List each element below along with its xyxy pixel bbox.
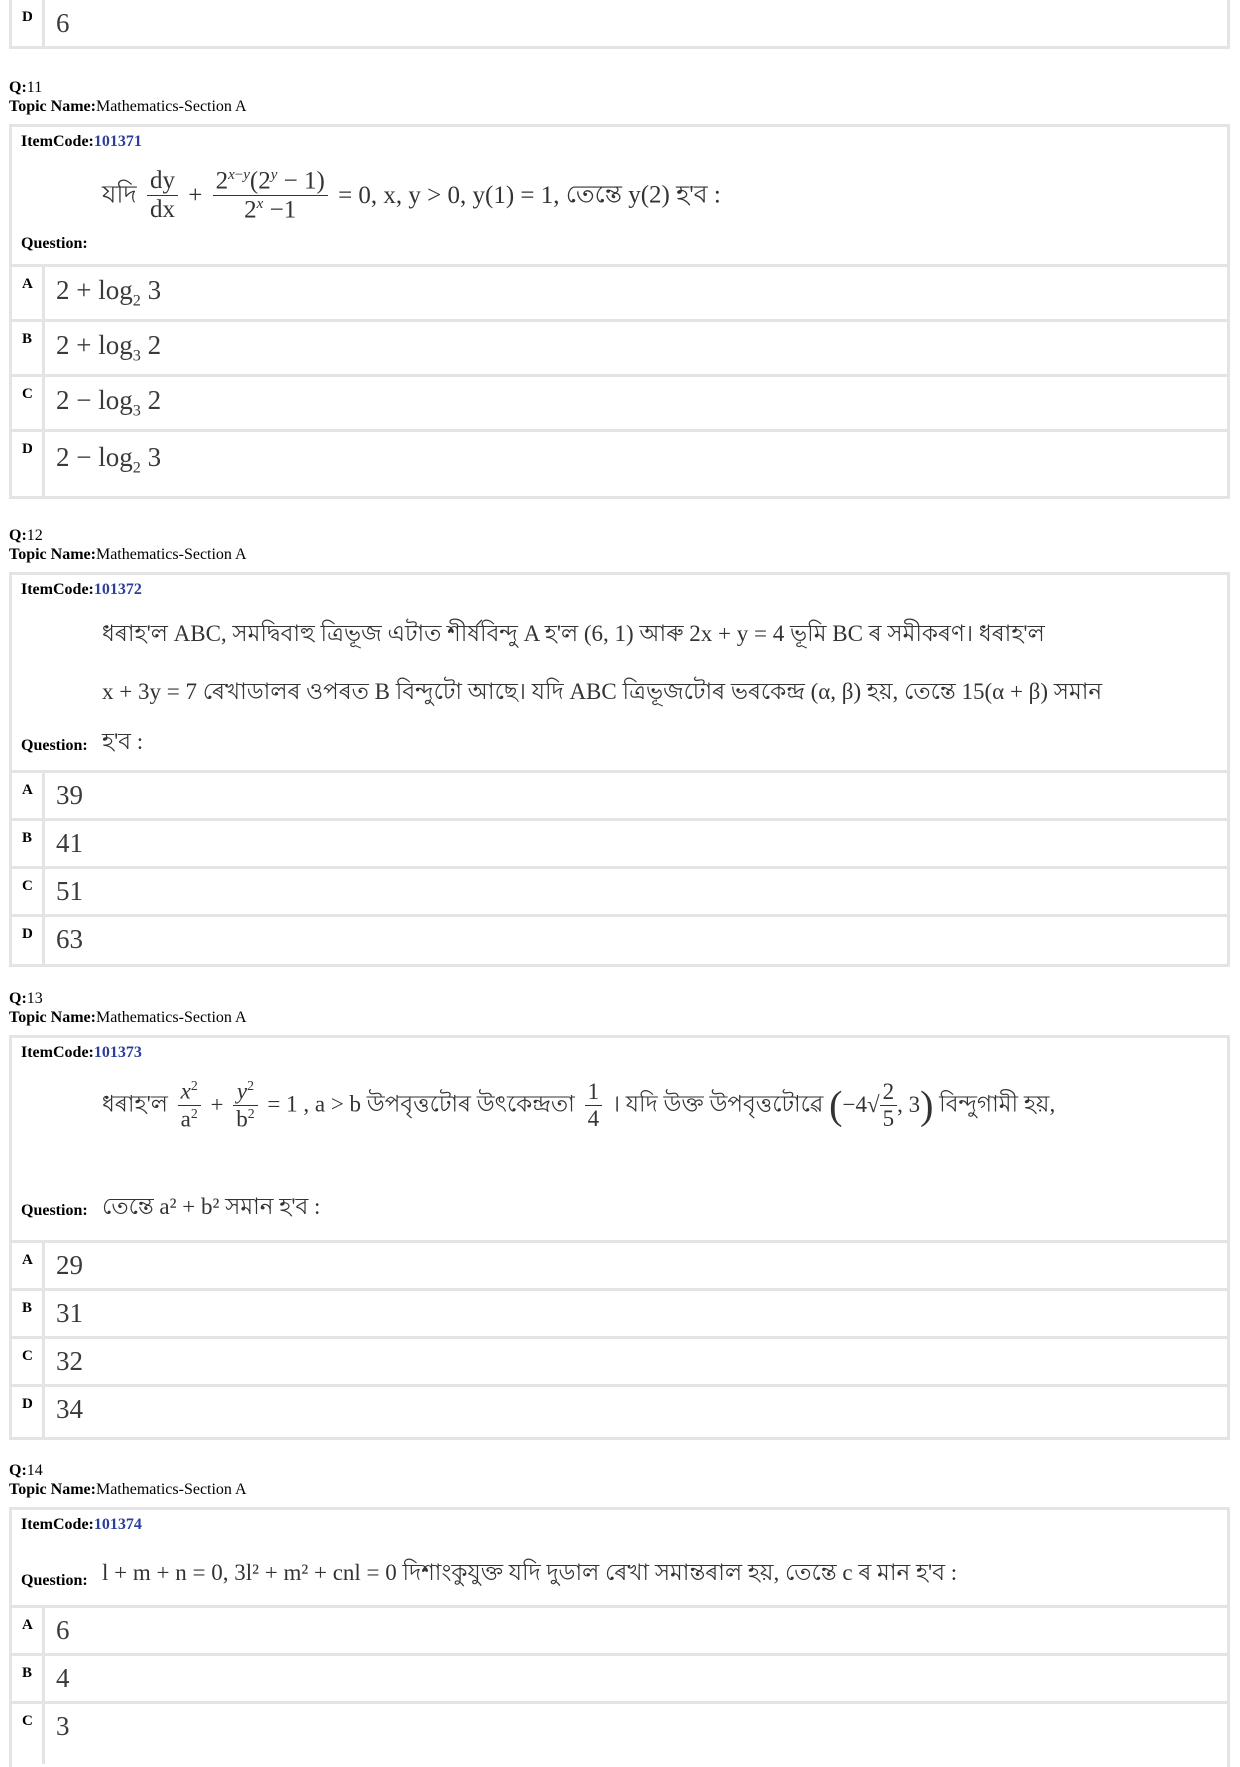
question-number: 13 xyxy=(26,990,43,1007)
question-text-line2: তেন্তে a² + b² সমান হ'ব : xyxy=(102,1194,321,1219)
option-row: C $2 - \log_3 2$ xyxy=(12,374,1227,432)
question-text-line2: x + 3y = 7 ৰেখাডালৰ ওপৰত B বিন্দুটো আছে। যদি ABC ত্ৰিভূজটোৰ ভৰকেন্দ্ৰ (α, β) হয়, তেন্তে 15(α + β) সমান xyxy=(102,679,1103,704)
question-label: Question: xyxy=(21,1202,88,1219)
option-row: A $2 + \log_2 3$ xyxy=(12,264,1227,322)
question-card-11 xyxy=(9,124,1230,499)
question-label: Question: xyxy=(21,235,88,252)
question-text: যদি $\frac{dy}{dx}$ + $\frac{2^{x-y}(2^y - 1)}{2^x -1}$ = 0, x, y > 0, y(1) = 1, তেন্তে y(2) হ'ব : xyxy=(102,167,721,224)
option-row: D 34 xyxy=(12,1384,1227,1440)
question-header: Q:11 Topic Name:Mathematics-Section A xyxy=(9,79,247,115)
question-number: 14 xyxy=(26,1462,43,1479)
question-number: 11 xyxy=(26,79,43,96)
question-header: Q:13 Topic Name:Mathematics-Section A xyxy=(9,990,247,1026)
item-code: ItemCode:101373 xyxy=(21,1044,142,1061)
option-row: C 3 xyxy=(12,1701,1227,1764)
question-label: Question: xyxy=(21,1572,88,1589)
question-body xyxy=(12,1038,1227,1240)
topic-name: Mathematics-Section A xyxy=(95,1009,247,1026)
option-row: A 39 xyxy=(12,770,1227,821)
question-body xyxy=(12,127,1227,264)
question-text: ধৰাহ'ল $\frac{x^2}{a^2}$ + $\frac{y^2}{b^2}$ = 1 , a > b উপবৃত্তটোৰ উৎকেন্দ্ৰতা $\frac{1}{4}$ । যদি উক্ত উপবৃত্তটোৱে (−4√ $\frac{2}{5}$ , 3) বিন্দুগামী হয়, xyxy=(102,1078,1056,1132)
question-header: Q:12 Topic Name:Mathematics-Section A xyxy=(9,527,247,563)
item-code: ItemCode:101372 xyxy=(21,581,142,598)
question-card-13 xyxy=(9,1035,1230,1440)
option-row: D 63 xyxy=(12,914,1227,967)
option-row: B 4 xyxy=(12,1653,1227,1704)
option-row: B 31 xyxy=(12,1288,1227,1339)
option-row: A 29 xyxy=(12,1240,1227,1291)
question-body xyxy=(12,575,1227,770)
topic-name: Mathematics-Section A xyxy=(95,98,247,115)
question-number: 12 xyxy=(26,527,43,544)
question-card-12 xyxy=(9,572,1230,967)
option-value: 6 xyxy=(56,8,70,38)
option-row: D $2 - \log_2 3$ xyxy=(12,429,1227,499)
question-header: Q:14 Topic Name:Mathematics-Section A xyxy=(9,1462,247,1498)
question-text-line3: হ'ব : xyxy=(102,729,144,754)
option-letter: D xyxy=(22,9,33,25)
option-row: C 32 xyxy=(12,1336,1227,1387)
prev-question-options xyxy=(9,0,1230,49)
question-card-14 xyxy=(9,1507,1230,1767)
question-body xyxy=(12,1510,1227,1605)
option-row: A 6 xyxy=(12,1605,1227,1656)
question-text-line1: ধৰাহ'ল ABC, সমদ্বিবাহু ত্ৰিভূজ এটাত শীৰ্ষবিন্দু A হ'ল (6, 1) আৰু 2x + y = 4 ভূমি BC ৰ সমীকৰণ। ধৰাহ'ল xyxy=(102,621,1045,646)
topic-name: Mathematics-Section A xyxy=(95,1481,247,1498)
option-row: B $2 + \log_3 2$ xyxy=(12,319,1227,377)
question-label: Question: xyxy=(21,737,88,754)
option-row: C 51 xyxy=(12,866,1227,917)
question-text: l + m + n = 0, 3l² + m² + cnl = 0 দিশাংকুযুক্ত যদি দুডাল ৰেখা সমান্তৰাল হয়, তেন্তে c ৰ মান হ'ব : xyxy=(102,1560,958,1585)
item-code: ItemCode:101371 xyxy=(21,133,142,150)
item-code: ItemCode:101374 xyxy=(21,1516,142,1533)
option-row: B 41 xyxy=(12,818,1227,869)
topic-name: Mathematics-Section A xyxy=(95,546,247,563)
option-row xyxy=(12,0,1227,49)
